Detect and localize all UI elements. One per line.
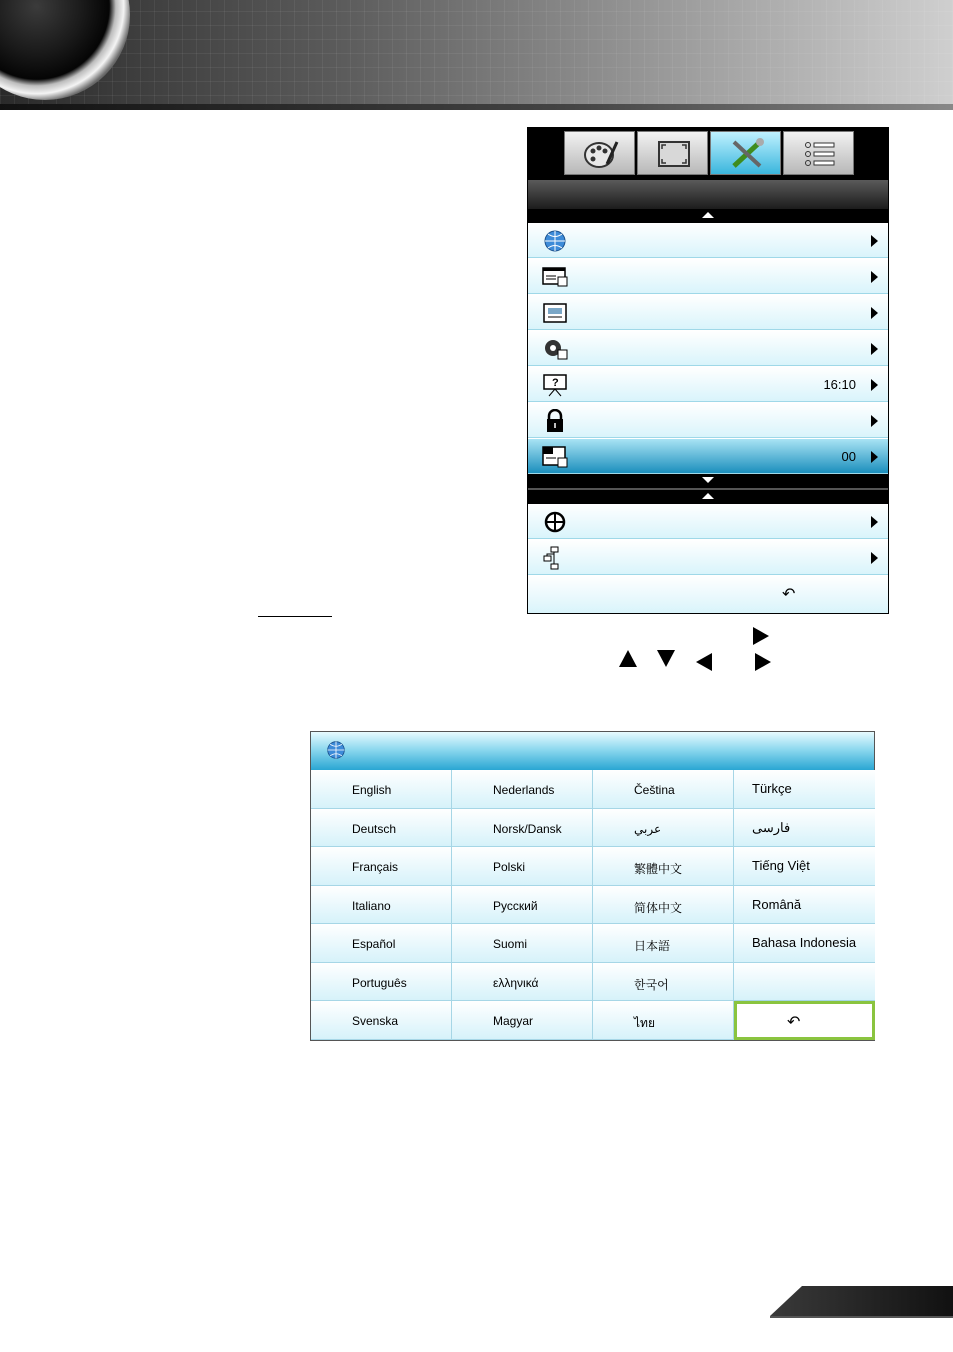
page-footer-tab	[770, 1286, 953, 1316]
chevron-right-icon	[871, 271, 878, 283]
language-option[interactable]	[452, 924, 593, 963]
language-label: Čeština	[634, 783, 675, 797]
chevron-right-icon	[871, 516, 878, 528]
wrench-screwdriver-icon	[729, 138, 765, 170]
language-option[interactable]	[593, 809, 734, 848]
screen-type-value: 16:10	[823, 377, 856, 392]
underline-link[interactable]	[258, 616, 332, 617]
return-icon: ↶	[787, 1014, 801, 1031]
menu-row-security[interactable]	[528, 403, 888, 438]
language-label: Deutsch	[352, 821, 397, 836]
header-banner-base	[0, 104, 953, 110]
scroll-up-bar-2[interactable]	[528, 490, 888, 504]
chevron-right-icon	[871, 307, 878, 319]
closed-caption-icon	[542, 301, 568, 325]
language-option[interactable]	[311, 1001, 452, 1040]
palette-icon	[583, 138, 619, 170]
chevron-right-icon	[871, 415, 878, 427]
language-option[interactable]	[593, 770, 734, 809]
language-label: Svenska	[352, 1014, 399, 1028]
language-label: ไทย	[634, 1016, 655, 1030]
chevron-right-icon	[871, 343, 878, 355]
language-label: Português	[352, 975, 407, 990]
language-option[interactable]	[593, 847, 734, 886]
network-tree-icon	[542, 546, 568, 570]
tab-options[interactable]	[783, 131, 854, 175]
language-label: Polski	[493, 860, 526, 874]
language-option[interactable]	[452, 1001, 593, 1040]
page-footer-line	[770, 1316, 953, 1318]
language-label: 日本語	[634, 939, 671, 953]
svg-text:?: ?	[552, 377, 559, 389]
osd-title-bar	[528, 180, 888, 209]
language-option[interactable]	[734, 809, 875, 848]
chevron-right-icon	[871, 235, 878, 247]
menu-position-icon	[542, 265, 568, 289]
language-option	[734, 963, 875, 1002]
screen-corners-icon	[656, 138, 692, 170]
globe-icon	[325, 740, 347, 760]
language-label: Italiano	[352, 898, 391, 913]
language-option[interactable]	[452, 809, 593, 848]
menu-row-language[interactable]	[528, 223, 888, 258]
menu-row-projector-id[interactable]	[528, 439, 888, 474]
scroll-up-icon	[702, 212, 714, 218]
language-menu	[310, 731, 875, 1041]
language-label: Magyar	[493, 1014, 534, 1028]
language-option[interactable]	[452, 847, 593, 886]
language-label: 한국어	[634, 977, 669, 992]
language-label: ελληνικά	[493, 975, 539, 990]
language-option[interactable]	[734, 770, 875, 809]
language-option[interactable]	[311, 963, 452, 1002]
tab-display[interactable]	[637, 131, 708, 175]
language-option[interactable]	[593, 963, 734, 1002]
language-option[interactable]	[452, 886, 593, 925]
menu-row-test-pattern[interactable]	[528, 504, 888, 539]
right-arrow-icon	[753, 627, 769, 645]
language-option[interactable]	[452, 963, 593, 1002]
gear-hand-icon	[542, 337, 568, 361]
osd-tab-bar	[528, 128, 888, 180]
language-option[interactable]	[311, 847, 452, 886]
return-icon: ↶	[782, 586, 796, 603]
language-label: Suomi	[493, 937, 528, 951]
tab-image[interactable]	[564, 131, 635, 175]
language-label: Nederlands	[493, 783, 555, 797]
menu-row-menu-settings[interactable]	[528, 259, 888, 294]
language-option[interactable]	[734, 847, 875, 886]
projector-id-value: 00	[841, 449, 856, 464]
language-label: Русский	[493, 898, 538, 913]
lock-icon	[542, 409, 568, 433]
language-label: Bahasa Indonesia	[752, 935, 857, 950]
menu-row-advanced[interactable]	[528, 331, 888, 366]
chevron-right-icon	[871, 379, 878, 391]
language-option[interactable]	[593, 1001, 734, 1040]
language-label: 繁體中文	[634, 862, 683, 876]
language-option[interactable]	[311, 809, 452, 848]
menu-row-return[interactable]	[528, 576, 888, 613]
menu-row-screen-type[interactable]	[528, 367, 888, 402]
osd-menu	[527, 127, 889, 614]
scroll-down-icon	[702, 477, 714, 483]
language-label: Tiếng Việt	[752, 858, 810, 873]
language-label: فارسی	[752, 819, 791, 835]
projector-id-icon	[542, 445, 568, 469]
chevron-right-icon	[871, 552, 878, 564]
left-arrow-icon	[696, 653, 712, 671]
header-banner	[0, 0, 953, 110]
language-option[interactable]	[311, 924, 452, 963]
language-return-button[interactable]	[734, 1001, 875, 1040]
language-label: عربي	[634, 821, 662, 836]
language-option[interactable]	[452, 770, 593, 809]
list-icon	[802, 138, 838, 170]
language-option[interactable]	[734, 924, 875, 963]
down-arrow-icon	[657, 650, 675, 667]
language-option[interactable]	[311, 770, 452, 809]
language-label: Español	[352, 937, 396, 951]
chevron-right-icon	[871, 451, 878, 463]
menu-row-network[interactable]	[528, 540, 888, 575]
scroll-up-bar[interactable]	[528, 209, 888, 223]
scroll-up-icon	[702, 493, 714, 499]
crosshair-icon	[542, 510, 568, 534]
globe-icon	[542, 229, 568, 253]
language-label: English	[352, 783, 392, 797]
language-label: Türkçe	[752, 781, 792, 796]
language-option[interactable]	[593, 924, 734, 963]
language-label: Norsk/Dansk	[493, 821, 562, 836]
language-label: Français	[352, 860, 399, 874]
language-menu-header	[311, 732, 874, 770]
up-arrow-icon	[619, 650, 637, 667]
menu-row-closed-caption[interactable]	[528, 295, 888, 330]
language-label: Română	[752, 896, 802, 912]
tab-setup[interactable]	[710, 131, 781, 175]
language-option[interactable]	[311, 886, 452, 925]
scroll-down-bar[interactable]	[528, 474, 888, 488]
projection-screen-icon	[542, 373, 568, 397]
right-arrow-icon	[755, 653, 771, 671]
language-option[interactable]	[734, 886, 875, 925]
language-label: 简体中文	[634, 900, 683, 915]
language-option[interactable]	[593, 886, 734, 925]
